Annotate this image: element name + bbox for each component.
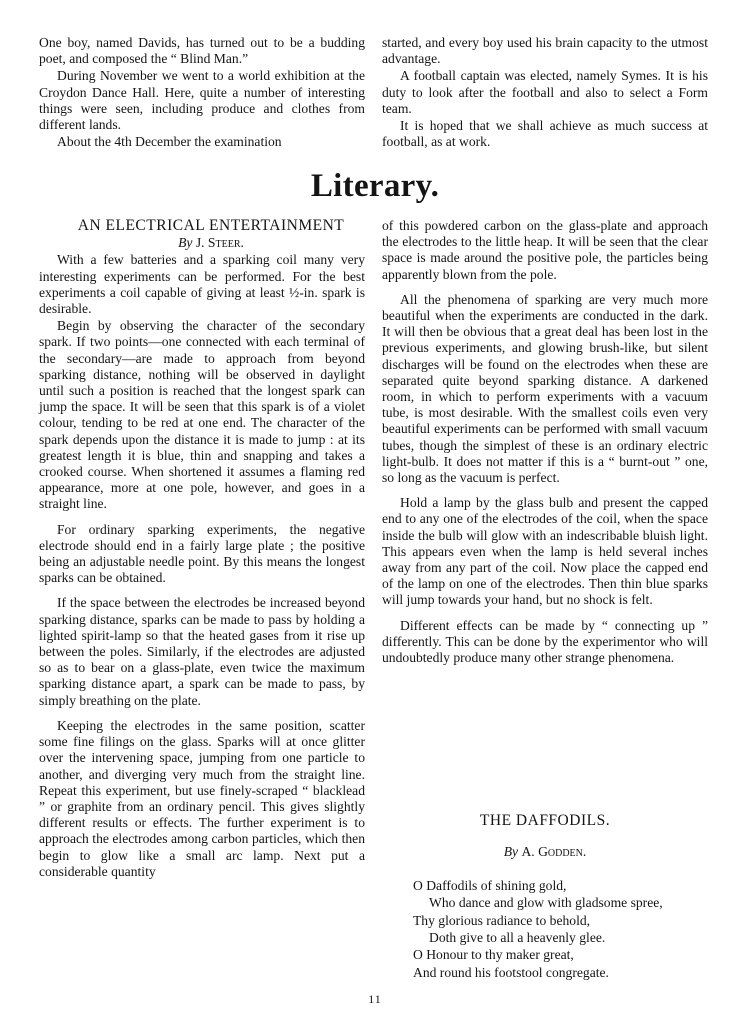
- byline-prefix: By: [503, 844, 519, 860]
- paragraph: Keeping the electrodes in the same position, scatter some fine filings on the glass. Sparks will at once glitter over the intervening space, jumping from one particle to another, and diverging very much from the straight line. Repeat this experiment, but use finely-scraped “ blacklead ” or graphite from an ordinary pencil. This gives slightly different results or effects. The further experiment is to approach the electrodes among carbon particles, which then begin to glow like a small arc lamp. Next put a considerable quantity: [39, 717, 365, 879]
- poem-line: Who dance and glow with gladsome spree,: [429, 895, 663, 911]
- article-byline: [39, 235, 365, 251]
- top-right-column: [382, 35, 708, 150]
- article-right-column: [382, 218, 708, 666]
- poem-title: THE DAFFODILS.: [479, 812, 611, 829]
- paragraph: Begin by observing the character of the secondary spark. If two points—one connected with each terminal of the secondary—are made to approach from beyond sparking distance, nothing will be observed in daylight until such a position is reached that the longest spark can jump the space. It will be seen that this spark is of a violet colour, tending to be red at one end. The character of the spark depends upon the distance it is made to jump : at its greatest length it is blue, thin and snapping and takes a crooked course. When shortened it assumes a flaming red appearance, more at one pole, however, and goes in a straight line.: [39, 318, 365, 512]
- poem-line: Thy glorious radiance to behold,: [413, 912, 591, 928]
- paragraph: Different effects can be made by “ connecting up ” differently. This can be done by the experimentor who will undoubtedly produce many other strange phenomena.: [382, 617, 708, 666]
- poem-line: And round his footstool congregate.: [413, 964, 609, 980]
- poem-author: A. Godden.: [521, 844, 587, 860]
- paragraph: All the phenomena of sparking are very much more beautiful when the experiments are conducted in the dark. It will then be obvious that a great deal has been lost in the previous experiments, and glowing brush-like, but silent discharges will be found on the electrodes when these are separated quite beyond sparking distance. A darkened room, in which to perform experiments with a vacuum tube, is most desirable. With the smallest coils even very beautiful experiments can be performed with small vacuum tubes, though the simplest of these is an ordinary electric light-bulb. It does not matter if this is a “ burnt-out ” one, so long as the vacuum is perfect.: [382, 291, 708, 486]
- article-title: AN ELECTRICAL ENTERTAINMENT: [77, 217, 345, 234]
- paragraph: About the 4th December the examination: [57, 134, 282, 150]
- paragraph: It is hoped that we shall achieve as much success at football, as at work.: [382, 118, 708, 150]
- poem-line: O Honour to thy maker great,: [413, 947, 574, 963]
- paragraph: of this powdered carbon on the glass-plate and approach the electrodes to the little heap. It will be seen that the clear space is made around the positive pole, the particles being apparently blown from the pole.: [382, 218, 708, 282]
- paragraph: During November we went to a world exhibition at the Croydon Dance Hall. Here, quite a number of interesting things were seen, including produce and clothes from different lands.: [39, 68, 365, 133]
- paragraph: Hold a lamp by the glass bulb and present the capped end to any one of the electrodes of the coil, when the space inside the bulb will glow with an indescribable bluish light. This appears even when the lamp is held several inches away from any part of the coil. Now place the capped end of the lamp on one of the electrodes. Then thin blue sparks will jump towards your hand, but no shock is felt.: [382, 495, 708, 608]
- paragraph: If the space between the electrodes be increased beyond sparking distance, sparks can be made to pass by holding a lighted spirit-lamp so that the heated gases from it rise up between the poles. Similarly, if the electrodes are adjusted so as to bear on a glass-plate, even twice the maximum sparking distance apart, a spark can be made to pass, by simply breathing on the plate.: [39, 595, 365, 708]
- paragraph: One boy, named Davids, has turned out to be a budding poet, and composed the “ Blind Man.”: [39, 35, 365, 67]
- top-left-column: [39, 35, 365, 150]
- paragraph: A football captain was elected, namely Symes. It is his duty to look after the football and also to select a Form team.: [382, 68, 708, 116]
- poem: [382, 812, 708, 981]
- paragraph: For ordinary sparking experiments, the negative electrode should end in a fairly large plate ; the positive being an adjustable needle point. By this means the longest sparks can be obtained.: [39, 521, 365, 586]
- paragraph: With a few batteries and a sparking coil many very interesting experiments can be performed. For the best experiments a coil capable of giving at least ½-in. spark is desirable.: [39, 252, 365, 317]
- poem-byline: [382, 843, 708, 860]
- section-title: Literary.: [310, 168, 440, 204]
- article-author: J. Steer.: [195, 235, 244, 251]
- paragraph: started, and every boy used his brain capacity to the utmost advantage.: [382, 35, 708, 67]
- poem-line: Doth give to all a heavenly glee.: [429, 930, 606, 946]
- poem-line: O Daffodils of shining gold,: [413, 877, 567, 893]
- byline-prefix: By: [178, 235, 193, 251]
- page-number: 11: [368, 992, 382, 1006]
- article-left-column: [39, 218, 365, 880]
